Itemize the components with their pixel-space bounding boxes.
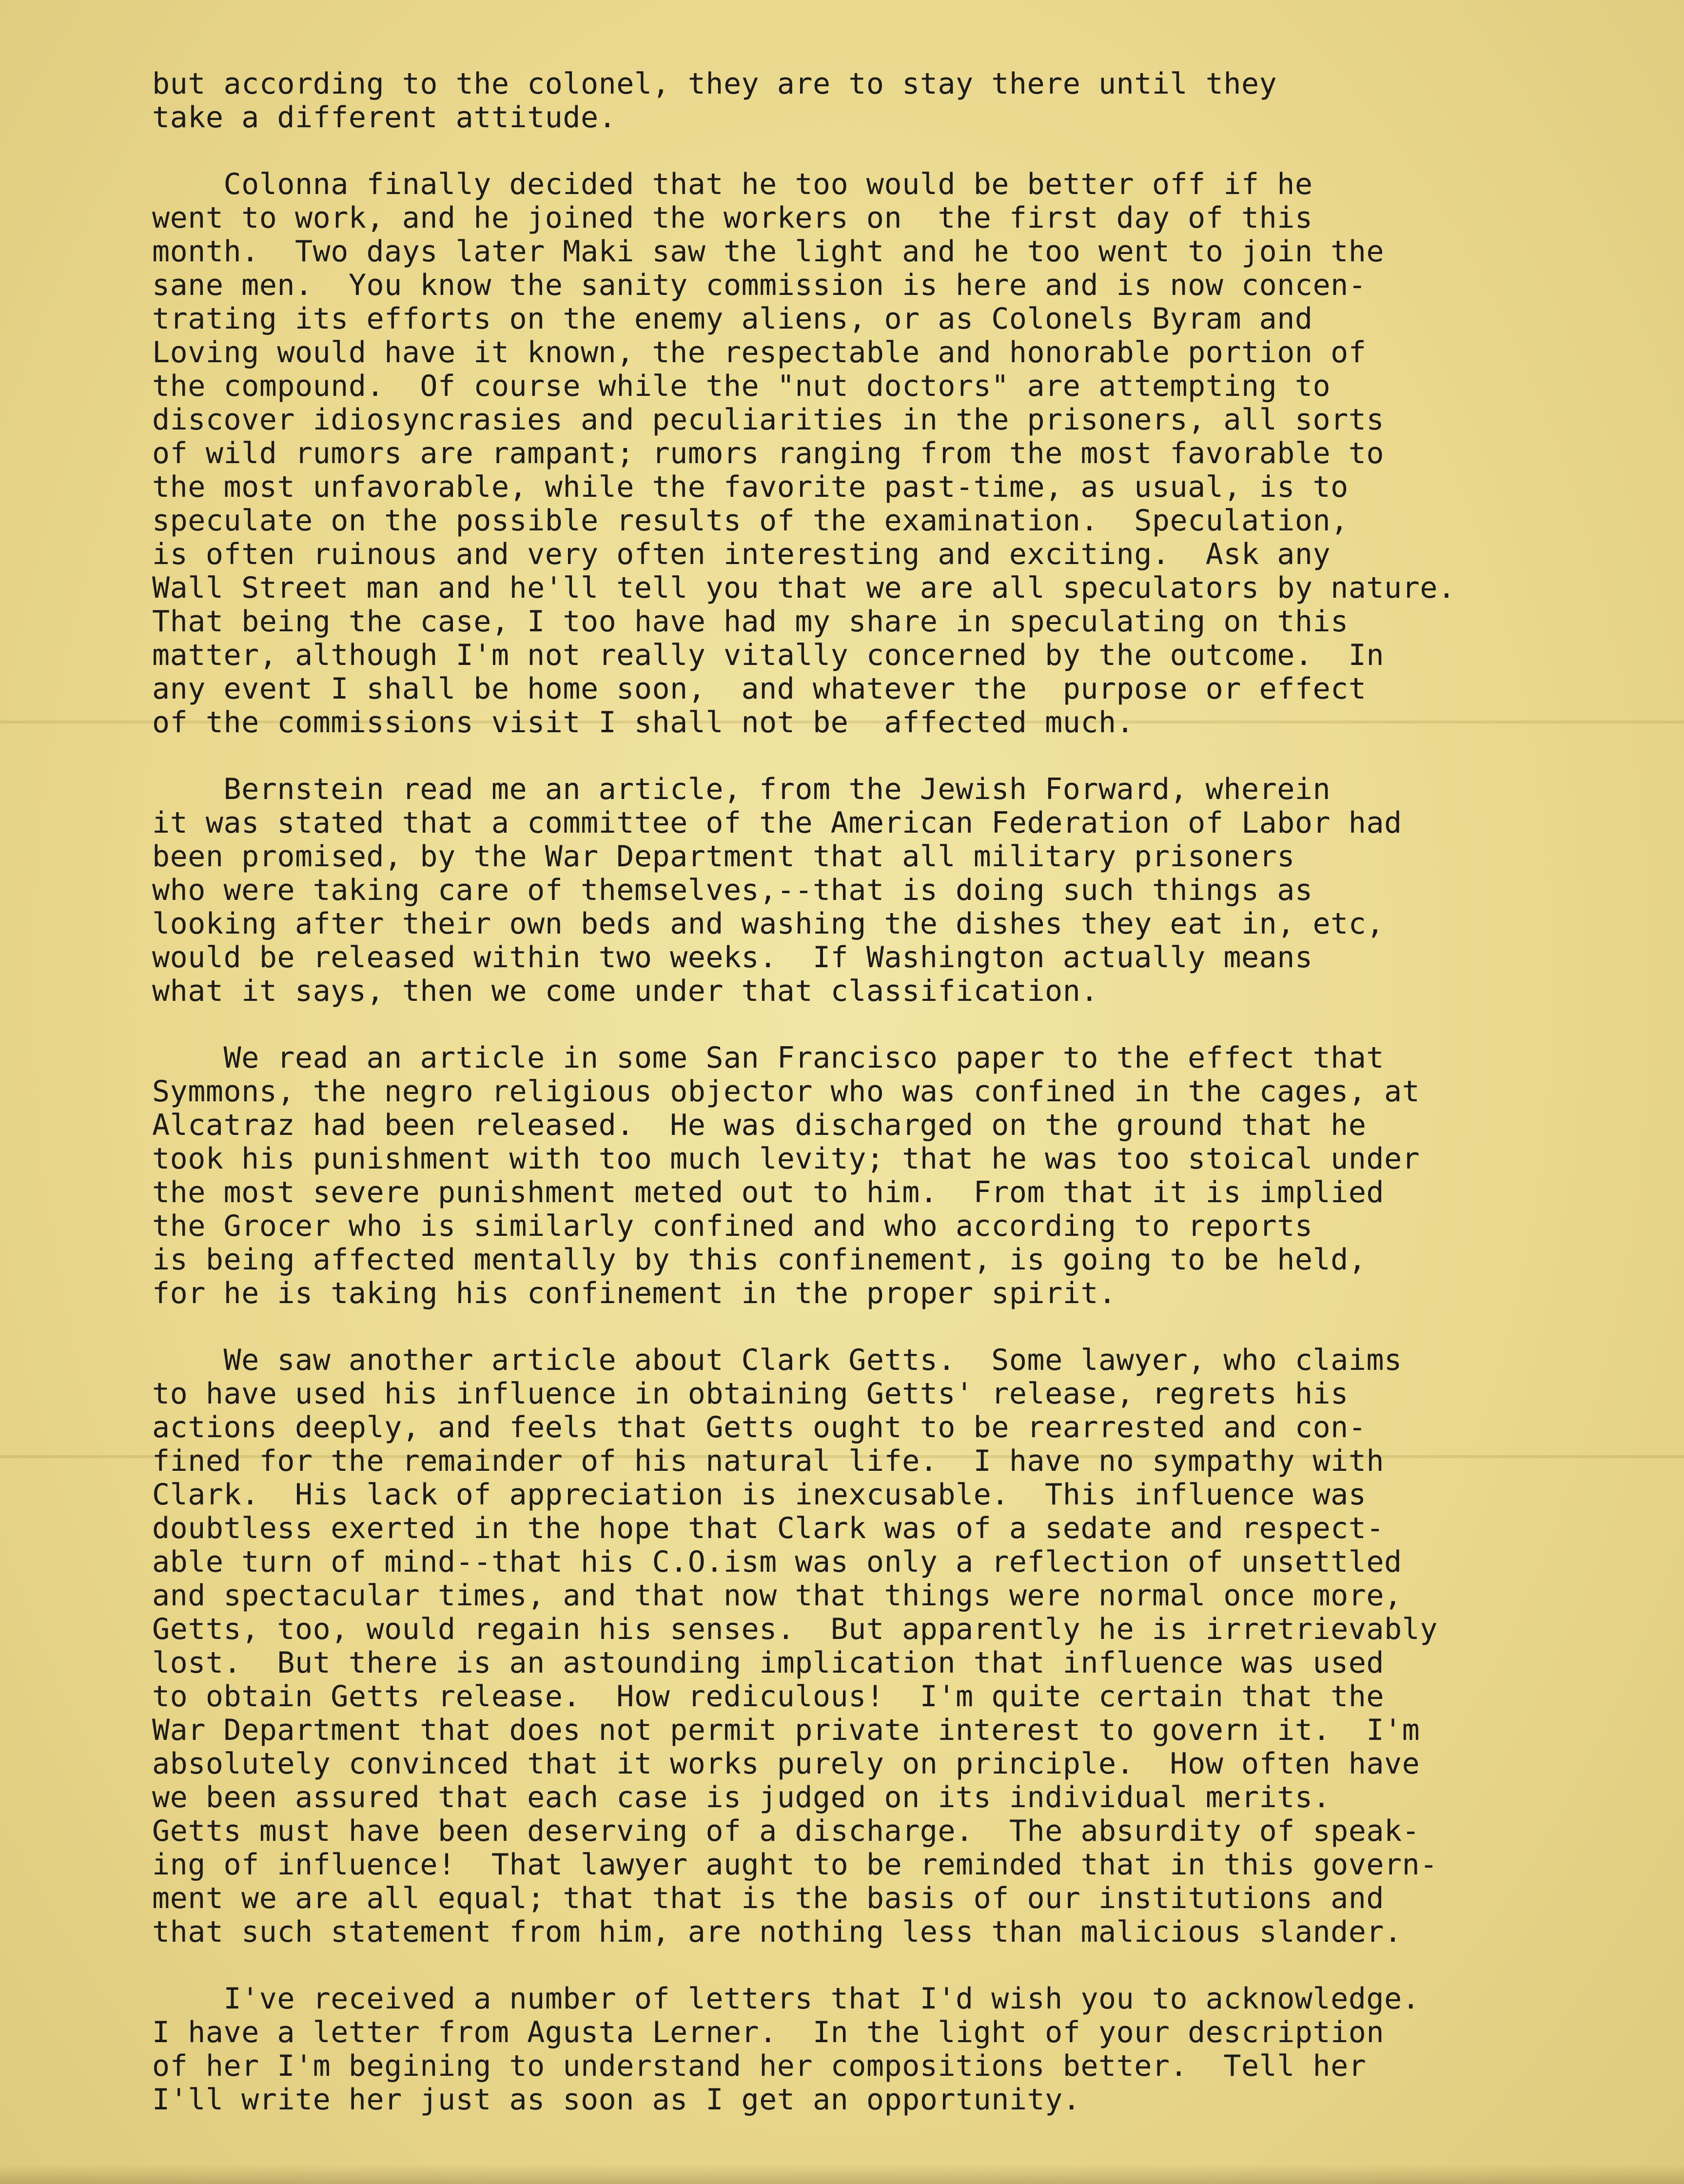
text-line: took his punishment with too much levity; that he was too stoical under (152, 1142, 1420, 1176)
text-line: went to work, and he joined the workers on the first day of this (152, 201, 1313, 235)
text-line: sane men. You know the sanity commission is here and is now concen- (152, 268, 1367, 302)
text-line: of the commissions visit I shall not be affected much. (152, 705, 1135, 740)
text-line: is being affected mentally by this confinement, is going to be held, (152, 1243, 1367, 1277)
text-line: ing of influence! That lawyer aught to be reminded that in this govern- (152, 1848, 1438, 1882)
text-line: able turn of mind--that his C.O.ism was only a reflection of unsettled (152, 1545, 1402, 1579)
text-line: to obtain Getts release. How rediculous! I'm quite certain that the (152, 1679, 1384, 1714)
text-line: discover idiosyncrasies and peculiarities in the prisoners, all sorts (152, 403, 1384, 437)
text-line: actions deeply, and feels that Getts ought to be rearrested and con- (152, 1410, 1367, 1444)
paragraph-gap (152, 1008, 1566, 1041)
text-line: Colonna finally decided that he too would be better off if he (152, 167, 1313, 201)
text-line: Symmons, the negro religious objector who was confined in the cages, at (152, 1074, 1420, 1109)
text-line: Alcatraz had been released. He was discharged on the ground that he (152, 1108, 1367, 1142)
text-line: absolutely convinced that it works purely on principle. How often have (152, 1747, 1420, 1781)
text-line: lost. But there is an astounding implication that influence was used (152, 1646, 1384, 1680)
text-line: to have used his influence in obtaining Getts' release, regrets his (152, 1377, 1349, 1411)
paragraph-2 (152, 168, 1566, 740)
text-line: who were taking care of themselves,--that is doing such things as (152, 873, 1313, 907)
text-line: month. Two days later Maki saw the light and he too went to join the (152, 234, 1384, 269)
text-line: Getts must have been deserving of a discharge. The absurdity of speak- (152, 1814, 1420, 1848)
text-line: for he is taking his confinement in the proper spirit. (152, 1276, 1116, 1310)
text-line: we been assured that each case is judged on its individual merits. (152, 1780, 1331, 1814)
paragraph-gap (152, 1310, 1566, 1344)
paragraph-3 (152, 773, 1566, 1008)
text-line: the Grocer who is similarly confined and who according to reports (152, 1209, 1313, 1243)
text-line: Clark. His lack of appreciation is inexcusable. This influence was (152, 1478, 1367, 1512)
paragraph-6 (152, 1982, 1566, 2117)
paragraph-1 (152, 67, 1566, 135)
text-line: looking after their own beds and washing the dishes they eat in, etc, (152, 907, 1384, 941)
text-line: and spectacular times, and that now that things were normal once more, (152, 1579, 1402, 1613)
text-line: the compound. Of course while the "nut doctors" are attempting to (152, 369, 1331, 403)
text-line: Loving would have it known, the respectable and honorable portion of (152, 335, 1367, 370)
text-line: doubtless exerted in the hope that Clark was of a sedate and respect- (152, 1511, 1384, 1545)
text-line: but according to the colonel, they are to stay there until they (152, 67, 1277, 101)
text-line: We saw another article about Clark Getts. Some lawyer, who claims (152, 1343, 1402, 1377)
text-line: is often ruinous and very often interesting and exciting. Ask any (152, 537, 1331, 571)
text-line: speculate on the possible results of the examination. Speculation, (152, 504, 1349, 538)
text-line: matter, although I'm not really vitally concerned by the outcome. In (152, 638, 1384, 672)
text-line: I'll write her just as soon as I get an opportunity. (152, 2083, 1081, 2117)
text-line: take a different attitude. (152, 100, 617, 135)
text-line: I have a letter from Agusta Lerner. In the light of your description (152, 2015, 1384, 2049)
text-line: of her I'm begining to understand her compositions better. Tell her (152, 2049, 1367, 2083)
text-line: been promised, by the War Department that all military prisoners (152, 839, 1295, 874)
text-line: Getts, too, would regain his senses. But apparently he is irretrievably (152, 1612, 1438, 1646)
text-line: of wild rumors are rampant; rumors ranging from the most favorable to (152, 436, 1384, 470)
text-line: what it says, then we come under that classification. (152, 974, 1099, 1008)
paper-bottom-edge (0, 2164, 1684, 2184)
text-line: War Department that does not permit private interest to govern it. I'm (152, 1713, 1420, 1747)
paragraph-gap (152, 740, 1566, 773)
text-line: fined for the remainder of his natural life. I have no sympathy with (152, 1444, 1384, 1478)
text-line: that such statement from him, are nothing less than malicious slander. (152, 1915, 1402, 1949)
typewritten-letter-body (152, 67, 1566, 2117)
paragraph-5 (152, 1344, 1566, 1949)
text-line: trating its efforts on the enemy aliens, or as Colonels Byram and (152, 302, 1313, 336)
text-line: the most severe punishment meted out to him. From that it is implied (152, 1175, 1384, 1209)
text-line: any event I shall be home soon, and whatever the purpose or effect (152, 672, 1367, 706)
text-line: Wall Street man and he'll tell you that we are all speculators by nature. (152, 571, 1456, 605)
paragraph-gap (152, 1949, 1566, 1982)
text-line: would be released within two weeks. If Washington actually means (152, 940, 1313, 975)
text-line: Bernstein read me an article, from the Jewish Forward, wherein (152, 772, 1331, 806)
text-line: I've received a number of letters that I'd wish you to acknowledge. (152, 1982, 1420, 2016)
text-line: it was stated that a committee of the American Federation of Labor had (152, 806, 1402, 840)
text-line: ment we are all equal; that that is the basis of our institutions and (152, 1881, 1384, 1915)
paragraph-4 (152, 1041, 1566, 1310)
text-line: the most unfavorable, while the favorite past-time, as usual, is to (152, 470, 1349, 504)
paragraph-gap (152, 135, 1566, 168)
text-line: That being the case, I too have had my share in speculating on this (152, 604, 1349, 639)
text-line: We read an article in some San Francisco paper to the effect that (152, 1041, 1384, 1075)
